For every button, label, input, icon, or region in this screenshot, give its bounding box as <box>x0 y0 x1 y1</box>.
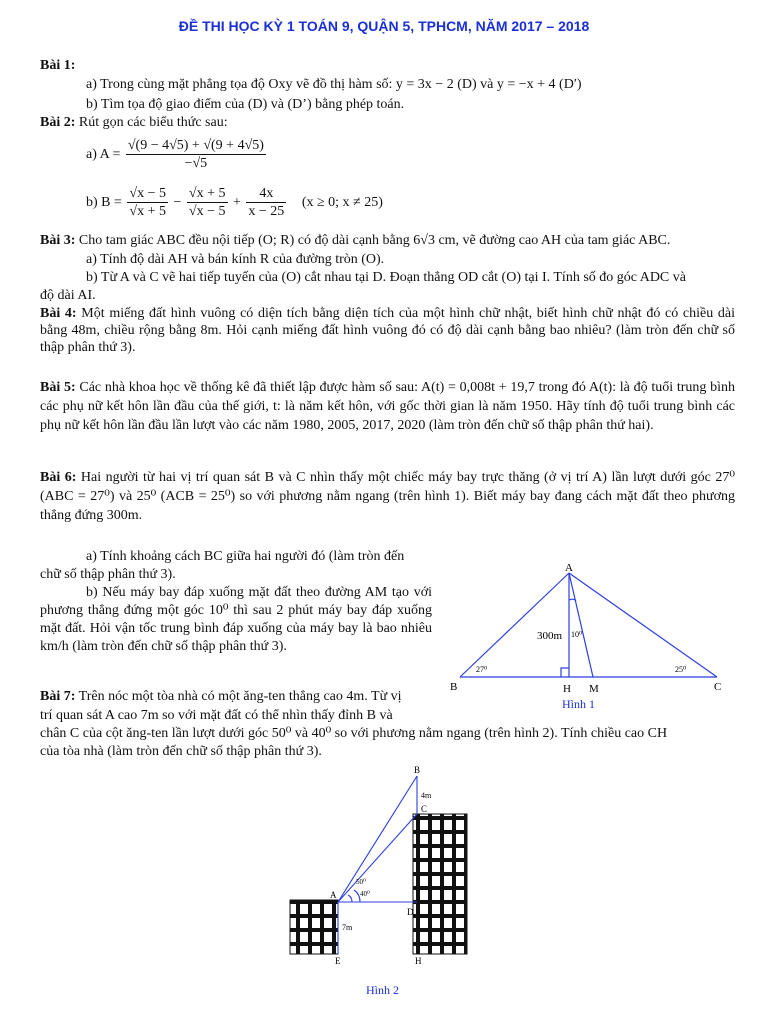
fig2-label-h: H <box>415 956 422 966</box>
fig2-angle-50: 50⁰ <box>356 878 366 886</box>
bai2-b-prefix: b) B = <box>86 195 122 210</box>
fig2-small-building <box>290 900 338 954</box>
bai6-part-a-line1: a) Tính khoảng cách BC giữa hai người đó (làm tròn đến <box>86 549 405 564</box>
fig1-label-a: A <box>565 562 573 574</box>
bai2-b-fraction-3 <box>246 185 286 220</box>
fig2-label-b: B <box>414 765 421 775</box>
figure-2 <box>286 762 486 1002</box>
bai6-label: Bài 6: <box>40 470 77 485</box>
bai5-paragraph <box>40 378 735 435</box>
bai3-part-b-line1: b) Từ A và C vẽ hai tiếp tuyến của (O) cắt nhau tại D. Đoạn thẳng OD cắt (O) tại I. Tính số đo góc ADC và <box>86 270 686 285</box>
figure-1 <box>445 560 735 710</box>
bai2-expr-b: b) B = $\frac{√x - 5}{√x + 5}$ − $\frac{√x + 5}{√x - 5}$ + $\frac{4x}{x - 25}$ (x ≥ 0; x ≠ 25) <box>86 186 383 219</box>
bai7-label: Bài 7: <box>40 689 76 704</box>
bai4-paragraph <box>40 305 735 356</box>
bai2-a-denominator: −√5 <box>184 156 208 171</box>
bai2-b-condition: (x ≥ 0; x ≠ 25) <box>301 195 383 210</box>
bai3-label: Bài 3: <box>40 233 76 248</box>
fig1-angle-c: 25⁰ <box>675 665 687 674</box>
bai3-part-b-line2: độ dài AI. <box>40 288 96 303</box>
fig2-line-ac <box>338 814 417 902</box>
bai1-label: Bài 1: <box>40 58 76 73</box>
bai7-text-line4: của tòa nhà (làm tròn đến chữ số thập phân thứ 3). <box>40 744 322 759</box>
fig1-angle-m: 10⁰ <box>571 630 583 639</box>
bai2-b-f1-denominator: √x + 5 <box>129 204 166 219</box>
fig1-label-b: B <box>450 681 458 693</box>
fig1-label-c: C <box>714 681 722 693</box>
fig2-angle-arc-2 <box>348 895 352 902</box>
bai2-b-f2-denominator: √x − 5 <box>188 204 226 219</box>
fig2-label-a: A <box>330 890 337 900</box>
bai2-heading <box>40 114 228 131</box>
fig1-right-angle-mark <box>561 668 569 677</box>
bai2-expr-a <box>86 137 268 172</box>
bai7-line1 <box>40 688 402 705</box>
fig2-caption: Hình 2 <box>366 983 399 997</box>
bai7-text-line3: chân C của cột ăng-ten lần lượt dưới góc 50⁰ và 40⁰ so với phương nằm ngang (trên hình 2). Tính chiều cao CH <box>40 726 668 741</box>
bai2-a-prefix: a) A = <box>86 147 121 162</box>
bai3-intro: Cho tam giác ABC đều nội tiếp (O; R) có độ dài cạnh bằng 6√3 cm, vẽ đường cao AH của tam giác ABC. <box>78 233 671 248</box>
fig1-label-h: H <box>563 683 571 695</box>
bai1-part-b: b) Tìm tọa độ giao điểm của (D) và (D’) bằng phép toán. <box>86 97 405 112</box>
bai6-text: Hai người từ hai vị trí quan sát B và C nhìn thấy một chiếc máy bay trực thăng (ở vị trí A) lần lượt dưới góc 27⁰ (ABC = 27⁰) và 25⁰ (ACB = 25⁰) so với phương nằm ngang (trên hình 1). Biết máy bay đang cách mặt đất theo phương thẳng đứng 300m. <box>40 470 736 523</box>
bai5-text: Các nhà khoa học về thống kê đã thiết lập được hàm số sau: A(t) = 0,008t + 19,7 trong đó A(t): là độ tuổi trung bình các phụ nữ kết hôn lần đầu của thế giới, t: là năm kết hôn, với gốc thời gian là năm 1950. Hãy tính độ tuổi trung bình các phụ nữ kết hôn lần đầu lần lượt vào các năm 1980, 2005, 2017, 2020 (làm tròn đến chữ số thập phân thứ hai). <box>40 380 736 433</box>
bai2-label: Bài 2: <box>40 115 76 130</box>
fig2-tall-building <box>413 814 467 954</box>
fig2-label-c: C <box>421 804 428 814</box>
bai2-a-fraction <box>126 137 266 172</box>
bai2-b-f3-denominator: x − 25 <box>248 204 285 219</box>
bai7-text-line1: Trên nóc một tòa nhà có một ăng-ten thẳng cao 4m. Từ vị <box>78 689 402 704</box>
bai2-b-fraction-1 <box>127 185 168 220</box>
bai1-part-a: a) Trong cùng mặt phẳng tọa độ Oxy vẽ đồ thị hàm số: y = 3x − 2 (D) và y = −x + 4 (D′) <box>86 77 582 92</box>
bai2-b-f2-numerator: √x + 5 <box>188 186 226 201</box>
fig2-height-label: 7m <box>342 923 353 932</box>
bai6-part-b: b) Nếu máy bay đáp xuống mặt đất theo đường AM tạo với phương thẳng đứng một góc 10⁰ thì sau 2 phút máy bay đáp xuống mặt đất. Hỏi vận tốc trung bình đáp xuống của máy bay là bao nhiêu km/h (làm tròn đến chữ số thập phân thứ 3). <box>40 585 432 654</box>
bai3-part-a: a) Tính độ dài AH và bán kính R của đường tròn (O). <box>86 252 385 267</box>
bai6-paragraph <box>40 468 735 525</box>
bai4-label: Bài 4: <box>40 306 77 321</box>
bai2-b-fraction-2 <box>187 185 228 220</box>
page-title: ĐỀ THI HỌC KỲ 1 TOÁN 9, QUẬN 5, TPHCM, NĂM 2017 – 2018 <box>178 18 590 34</box>
fig1-label-m: M <box>589 683 599 695</box>
fig1-height-label: 300m <box>537 630 563 642</box>
fig1-line-am <box>569 573 593 677</box>
fig1-caption: Hình 1 <box>562 697 595 710</box>
bai4-text: Một miếng đất hình vuông có diện tích bằng diện tích của một hình chữ nhật, biết hình chữ nhật đó có chiều dài bằng 48m, chiều rộng bằng 8m. Hỏi cạnh miếng đất hình vuông đó có độ dài cạnh bằng bao nhiêu? (làm tròn đến chữ số thập phân thứ 3). <box>40 306 736 355</box>
fig1-angle-b: 27⁰ <box>476 665 488 674</box>
bai5-label: Bài 5: <box>40 380 76 395</box>
fig1-line-ac <box>569 573 717 677</box>
fig2-label-e: E <box>335 956 341 966</box>
bai3-heading <box>40 232 670 249</box>
bai7-text-line2: trí quan sát A cao 7m so với mặt đất có thể nhìn thấy đỉnh B và <box>40 708 393 723</box>
bai2-intro: Rút gọn các biểu thức sau: <box>78 115 228 130</box>
bai2-b-f3-numerator: 4x <box>246 185 286 203</box>
fig2-angle-40: 40⁰ <box>360 890 370 898</box>
fig1-line-ab <box>460 573 569 677</box>
fig2-antenna-label: 4m <box>421 791 432 800</box>
bai2-a-numerator: √(9 − 4√5) + √(9 + 4√5) <box>127 138 264 153</box>
bai2-b-f1-numerator: √x − 5 <box>129 186 166 201</box>
fig2-line-ab <box>338 776 417 902</box>
fig2-label-d: D <box>407 907 414 917</box>
bai6-part-a-line2: chữ số thập phân thứ 3). <box>40 567 176 582</box>
